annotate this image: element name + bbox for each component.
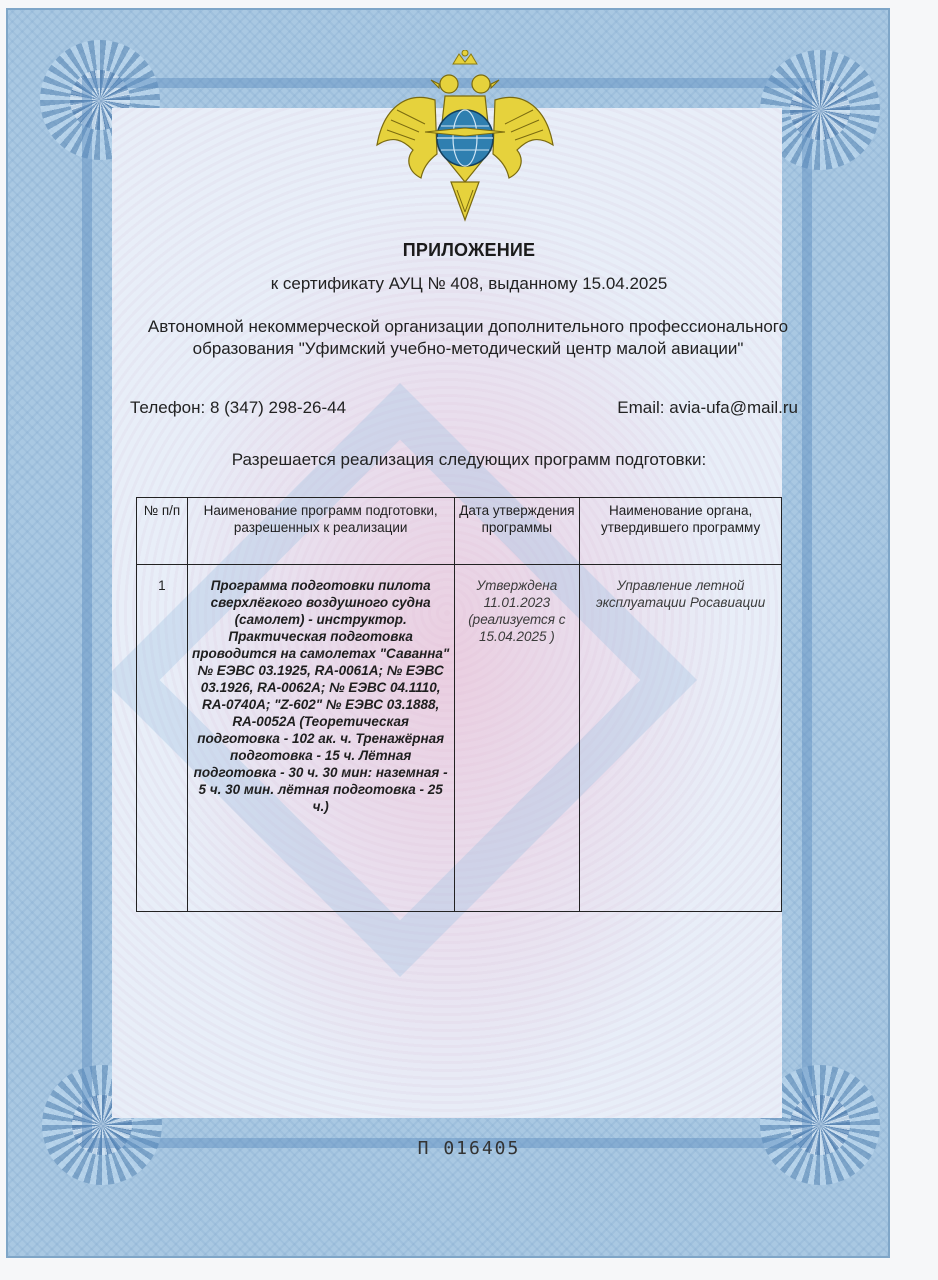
organization-name: Автономной некоммерческой организации дополнительного профессионального образования "Уфимский учебно-методический центр малой авиации"	[147, 317, 789, 358]
document-title: ПРИЛОЖЕНИЕ	[402, 240, 536, 260]
lead-text: Разрешается реализация следующих программ подготовки:	[231, 450, 707, 469]
header-approving-authority: Наименование органа, утвердившего программу	[580, 498, 782, 565]
phone-number: Телефон: 8 (347) 298-26-44	[130, 398, 347, 417]
email-address: Email: avia-ufa@mail.ru	[617, 398, 798, 417]
row-num: 1	[137, 565, 188, 912]
row-approving-authority: Управление летной эксплуатации Росавиации	[580, 565, 782, 912]
serial-number: П 016405	[417, 1138, 521, 1159]
row-program-name: Программа подготовки пилота сверхлёгкого воздушного судна (самолет) - инструктор. Практическая подготовка проводится на самолетах "Саванна" № ЕЭВС 03.1925, RA-0061A; № ЕЭВС 03.1926, RA-0062A; № ЕЭВС 04.1110, RA-0740A; "Z-602" № ЕЭВС 03.1888, RA-0052A (Теоретическая подготовка - 102 ак. ч. Тренажёрная подготовка - 15 ч. Лётная подготовка - 30 ч. 30 мин: наземная - 5 ч. 30 мин. лётная подготовка - 25 ч.)	[187, 565, 454, 912]
programs-table	[136, 497, 782, 912]
header-num: № п/п	[137, 498, 188, 565]
document-subtitle: к сертификату АУЦ № 408, выданному 15.04.2025	[270, 274, 668, 293]
row-approval-date: Утверждена 11.01.2023 (реализуется с 15.04.2025 )	[454, 565, 580, 912]
table-row	[137, 565, 782, 912]
header-program-name: Наименование программ подготовки, разрешенных к реализации	[187, 498, 454, 565]
table-header-row	[137, 498, 782, 565]
rosaviatsia-emblem-icon	[375, 50, 555, 230]
header-approval-date: Дата утверждения программы	[454, 498, 580, 565]
